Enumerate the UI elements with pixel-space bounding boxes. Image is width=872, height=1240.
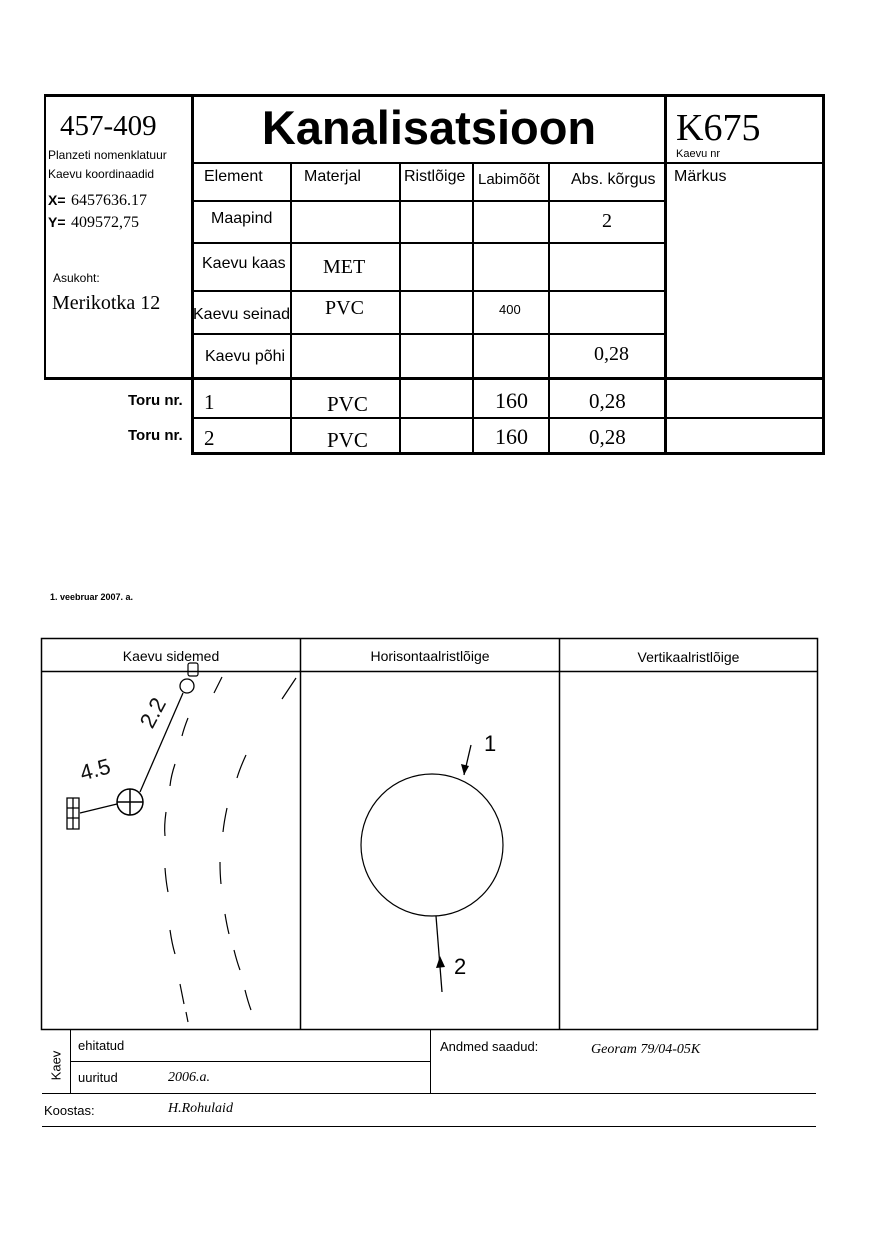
surveyed-label: uuritud [78,1070,118,1085]
pipe-2-line [436,916,442,992]
pipe-material: PVC [327,428,368,452]
col-header-material: Materjal [304,168,361,185]
footer-line [42,1126,816,1127]
compiled-label: Koostas: [44,1103,95,1118]
row-diameter: 400 [499,302,521,317]
manhole-number-label: Kaevu nr [676,148,721,160]
row-elevation: 0,28 [594,343,629,365]
col-header-cross-section: Ristlõige [404,168,466,185]
compiled-value: H.Rohulaid [168,1101,233,1116]
distance-annotation: 4.5 [77,753,114,786]
row-element: Kaevu seinad [193,306,290,323]
pipe-diameter: 160 [495,388,528,413]
footer-vline [430,1030,431,1093]
row-element: Kaevu kaas [202,255,286,272]
pipe-elevation: 0,28 [589,425,626,449]
location-value: Merikotka 12 [52,292,161,314]
manhole-symbol [117,789,143,815]
y-value: 409572,75 [71,214,139,231]
surveyed-value: 2006.a. [168,1070,210,1085]
pipe-2-annotation: 2 [454,954,467,979]
building-icon [67,798,79,829]
road-edge [165,677,296,1022]
pipe-2-arrow [436,956,445,968]
row-material: PVC [325,297,364,319]
footer-side-label: Kaev [48,1050,64,1081]
tie-line [80,804,117,813]
pipe-elevation: 0,28 [589,389,626,413]
row-element: Kaevu põhi [205,348,286,365]
x-label: X= [48,192,66,208]
pipe-diameter: 160 [495,424,528,449]
data-source-label: Andmed saadud: [440,1039,539,1054]
coords-label: Kaevu koordinaadid [48,167,155,181]
distance-annotation: 2.2 [134,693,172,733]
manhole-number: K675 [676,107,761,149]
manhole-section-circle [361,774,503,916]
sheet-number: 457-409 [60,110,157,142]
col-header-diameter: Labimõõt [478,171,540,188]
row-element: Maapind [211,210,273,227]
document-title: Kanalisatsioon [261,101,597,154]
pipe-1-annotation: 1 [484,731,497,756]
col-header-remarks: Märkus [674,168,727,185]
col-header-element: Element [204,168,263,185]
panel-header-horizontal: Horisontaalristlõige [370,648,490,664]
panel-header-vertical: Vertikaalristlõige [637,649,740,665]
row-elevation: 2 [602,210,612,232]
y-label: Y= [48,214,66,230]
row-material: MET [323,256,366,278]
data-source-value: Georam 79/04-05K [591,1042,701,1057]
footer-line [70,1061,430,1062]
panel-header-connections: Kaevu sidemed [122,648,220,664]
pipe-number: 2 [204,426,215,450]
location-label: Asukoht: [53,271,100,285]
document-date: 1. veebruar 2007. a. [50,592,134,602]
footer-line [42,1093,816,1094]
x-value: 6457636.17 [71,192,147,209]
pipe-label: Toru nr. [128,427,183,444]
built-label: ehitatud [78,1038,125,1053]
col-header-elevation: Abs. kõrgus [571,171,656,188]
pipe-material: PVC [327,392,368,416]
pipe-number: 1 [204,390,215,414]
target-manhole-symbol [180,663,198,693]
pipe-label: Toru nr. [128,392,183,409]
sheet-number-label: Planzeti nomenklatuur [48,148,167,162]
